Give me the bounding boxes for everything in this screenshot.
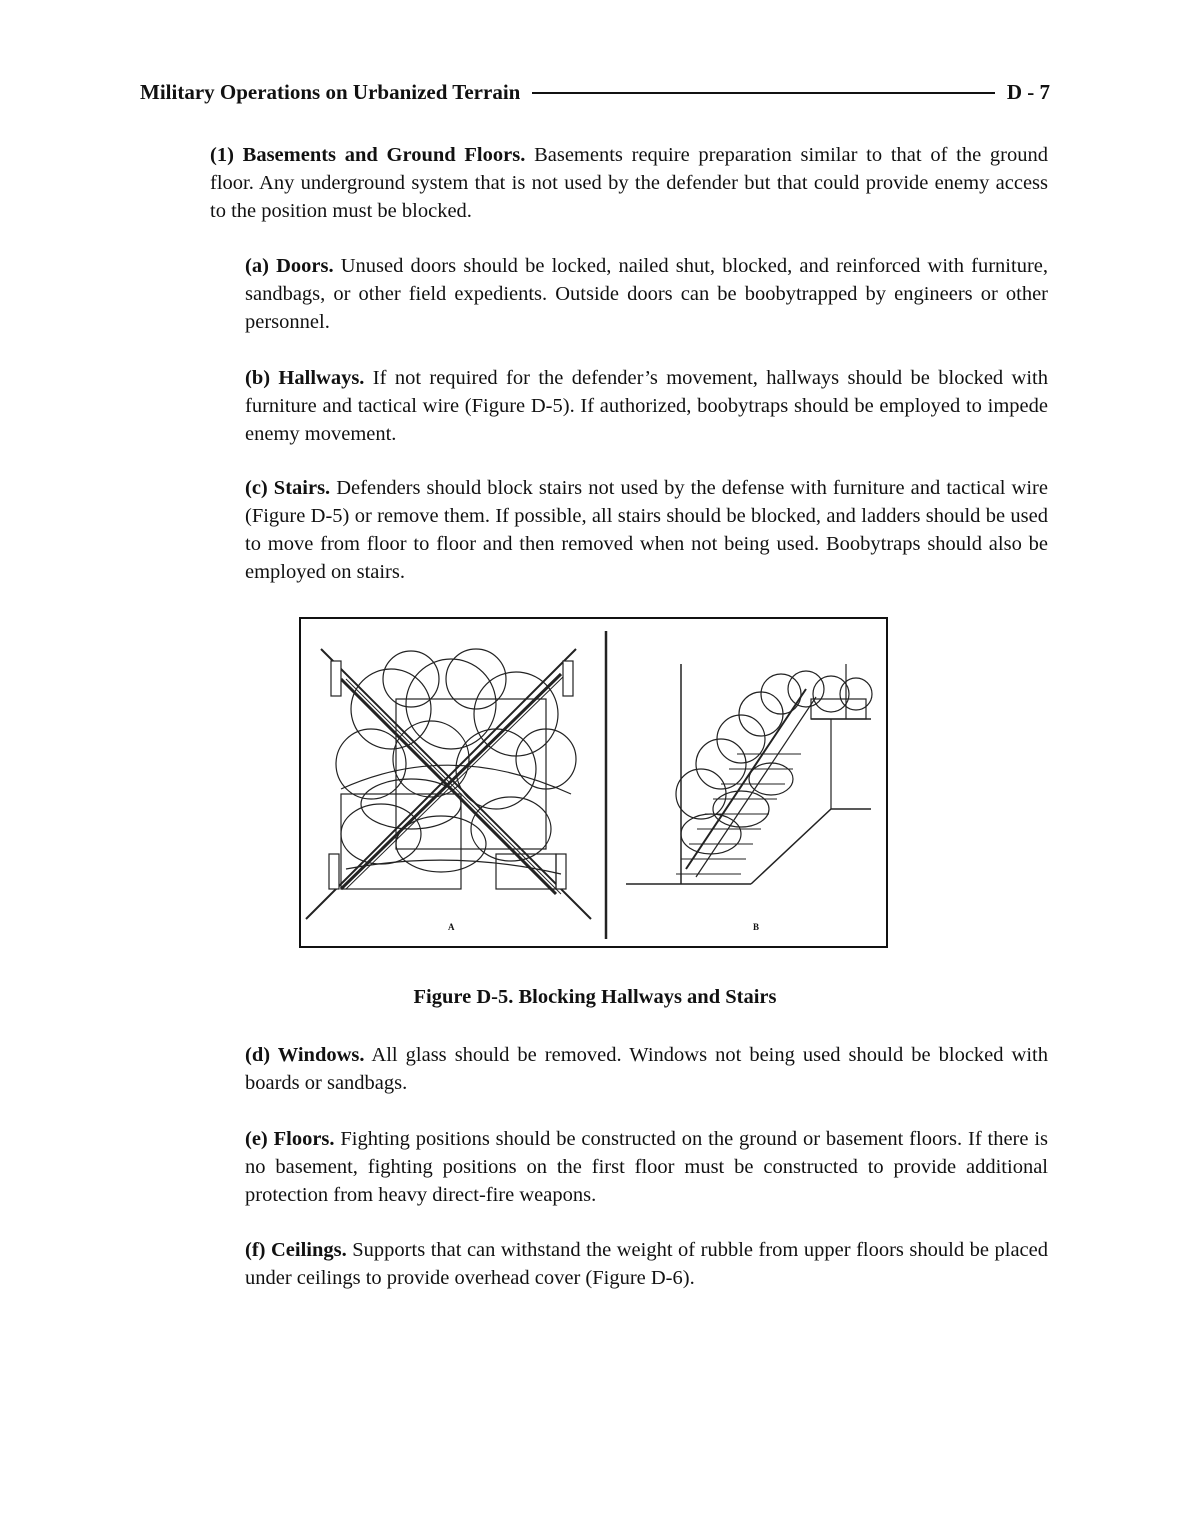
- figure-illustration: [301, 619, 886, 946]
- paragraph-heading: (1) Basements and Ground Floors.: [210, 144, 526, 166]
- wire-coil: [840, 678, 872, 710]
- header-rule: [532, 92, 995, 94]
- wire-coil: [351, 669, 431, 749]
- paragraph-heading: (e) Floors.: [245, 1128, 335, 1150]
- paragraph-floors: [245, 1125, 1048, 1209]
- beam-end-block: [563, 661, 573, 696]
- wire-coil: [676, 769, 726, 819]
- paragraph-text: Basements require preparation similar to that of the ground floor. Any underground system that is not used by the defender but that could provide enemy access to the position must be blocked.: [210, 144, 1048, 222]
- figure-caption: Figure D-5. Blocking Hallways and Stairs: [413, 986, 777, 1008]
- beam-end-block: [556, 854, 566, 889]
- wire-coil: [761, 674, 801, 714]
- crossed-beam: [346, 679, 561, 894]
- panel-a-label: A: [448, 922, 455, 932]
- paragraph-heading: (b) Hallways.: [245, 367, 365, 389]
- paragraph-text: Unused doors should be locked, nailed shut, blocked, and reinforced with furniture, sandbags, or other field expedients. Outside doors can be boobytrapped by engineers or other personnel.: [245, 255, 1048, 333]
- wire-coil: [696, 739, 746, 789]
- paragraph-text: All glass should be removed. Windows not being used should be blocked with boards or sandbags.: [245, 1044, 1049, 1094]
- paragraph-stairs: [245, 474, 1048, 586]
- paragraph-text: Fighting positions should be constructed on the ground or basement floors. If there is no basement, fighting positions on the first floor must be constructed to provide additional protection from heavy direct-fire weapons.: [245, 1128, 1049, 1206]
- paragraph-text: If not required for the defender’s movement, hallways should be blocked with furniture and tactical wire (Figure D-5). If authorized, boobytraps should be employed to impede enemy movement.: [245, 367, 1048, 445]
- wire-coil: [406, 659, 496, 749]
- figure-d5: [299, 617, 888, 948]
- paragraph-heading: (f) Ceilings.: [245, 1239, 347, 1261]
- wire-coil: [749, 763, 793, 795]
- paragraph-doors: [245, 252, 1048, 336]
- page-number: D - 7: [1006, 79, 1050, 104]
- panel-b-label: B: [753, 922, 760, 932]
- paragraph-text: Defenders should block stairs not used by the defense with furniture and tactical wire (Figure D-5) or remove them. If possible, all stairs should be blocked, and ladders should be used to move from floor to floor and then removed when not being used. Boobytraps should also be employed on stairs.: [245, 477, 1048, 583]
- paragraph-hallways: [245, 364, 1048, 448]
- paragraph-heading: (d) Windows.: [245, 1044, 365, 1066]
- page-header: [140, 78, 1050, 106]
- beam-end-block: [329, 854, 339, 889]
- paragraph-text: Supports that can withstand the weight of rubble from upper floors should be placed under ceilings to provide overhead cover (Figure D-6).: [245, 1239, 1048, 1289]
- stair-side-edge: [751, 809, 871, 884]
- wire-coil: [681, 814, 741, 854]
- document-title: Military Operations on Urbanized Terrain: [140, 79, 521, 104]
- paragraph-windows: [245, 1041, 1048, 1097]
- paragraph-heading: (a) Doors.: [245, 255, 334, 277]
- wire-coil: [813, 676, 849, 712]
- beam-end-block: [331, 661, 341, 696]
- stair-rail: [696, 697, 816, 877]
- paragraph-ceilings: [245, 1236, 1048, 1292]
- paragraph-basements: [210, 141, 1048, 225]
- paragraph-heading: (c) Stairs.: [245, 477, 331, 499]
